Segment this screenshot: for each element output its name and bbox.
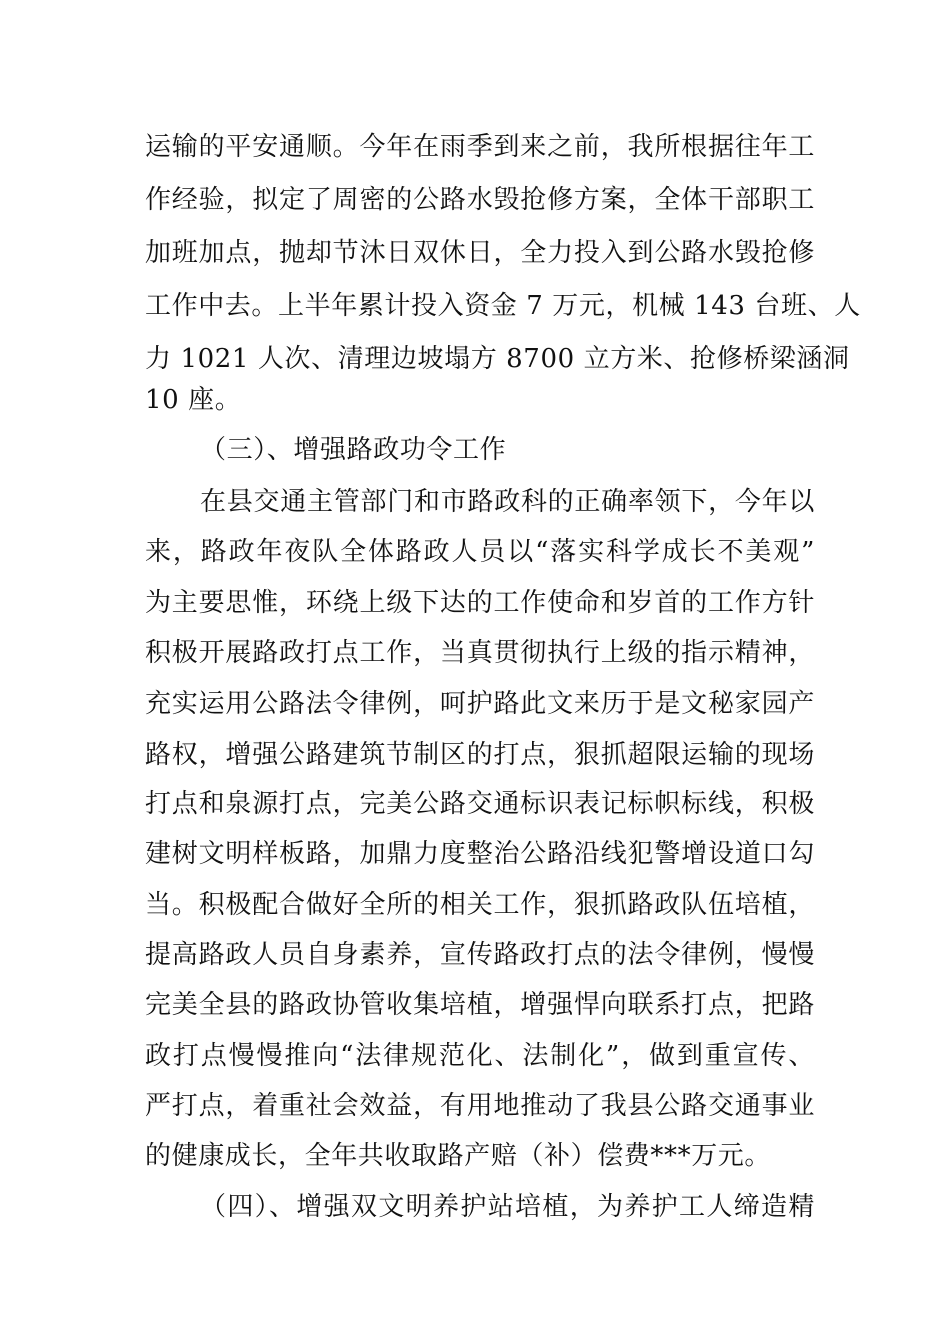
paragraph-line: 提高路政人员自身素养，宣传路政打点的法令律例，慢慢 xyxy=(145,940,815,970)
paragraph-line: 运输的平安通顺。今年在雨季到来之前，我所根据往年工 xyxy=(145,132,815,162)
paragraph-line: 完美全县的路政协管收集培植，增强悍向联系打点，把路 xyxy=(145,990,815,1020)
paragraph-line: 的健康成长，全年共收取路产赔（补）偿费***万元。 xyxy=(145,1141,772,1171)
paragraph-line: 打点和泉源打点，完美公路交通标识表记标帜标线，积极 xyxy=(145,789,815,819)
section-heading: （三）、增强路政功令工作 xyxy=(200,435,507,465)
paragraph-line: 来，路政年夜队全体路政人员以“落实科学成长不美观” xyxy=(145,537,815,567)
paragraph-line: 建树文明样板路，加鼎力度整治公路沿线犯警增设道口勾 xyxy=(145,839,815,869)
paragraph-line: 10 座。 xyxy=(145,385,242,415)
paragraph-line: 积极开展路政打点工作，当真贯彻执行上级的指示精神， xyxy=(145,638,815,668)
paragraph-line: 为主要思惟，环绕上级下达的工作使命和岁首的工作方针 xyxy=(145,588,815,618)
paragraph-line: 加班加点，抛却节沐日双休日，全力投入到公路水毁抢修 xyxy=(145,238,815,268)
paragraph-line: 工作中去。上半年累计投入资金 7 万元，机械 143 台班、人 xyxy=(145,291,861,321)
paragraph-line: 当。积极配合做好全所的相关工作，狠抓路政队伍培植， xyxy=(145,890,815,920)
paragraph-line: 充实运用公路法令律例，呵护路此文来历于是文秘家园产 xyxy=(145,689,815,719)
section-heading: （四）、增强双文明养护站培植，为养护工人缔造精 xyxy=(200,1192,815,1222)
paragraph-line: 政打点慢慢推向“法律规范化、法制化”，做到重宣传、 xyxy=(145,1041,815,1071)
paragraph-line: 路权，增强公路建筑节制区的打点，狠抓超限运输的现场 xyxy=(145,740,815,770)
paragraph-line: 在县交通主管部门和市路政科的正确率领下，今年以 xyxy=(200,487,815,517)
paragraph-line: 严打点，着重社会效益，有用地推动了我县公路交通事业 xyxy=(145,1091,815,1121)
paragraph-line: 作经验，拟定了周密的公路水毁抢修方案，全体干部职工 xyxy=(145,185,815,215)
paragraph-line: 力 1021 人次、清理边坡塌方 8700 立方米、抢修桥梁涵洞 xyxy=(145,344,850,374)
